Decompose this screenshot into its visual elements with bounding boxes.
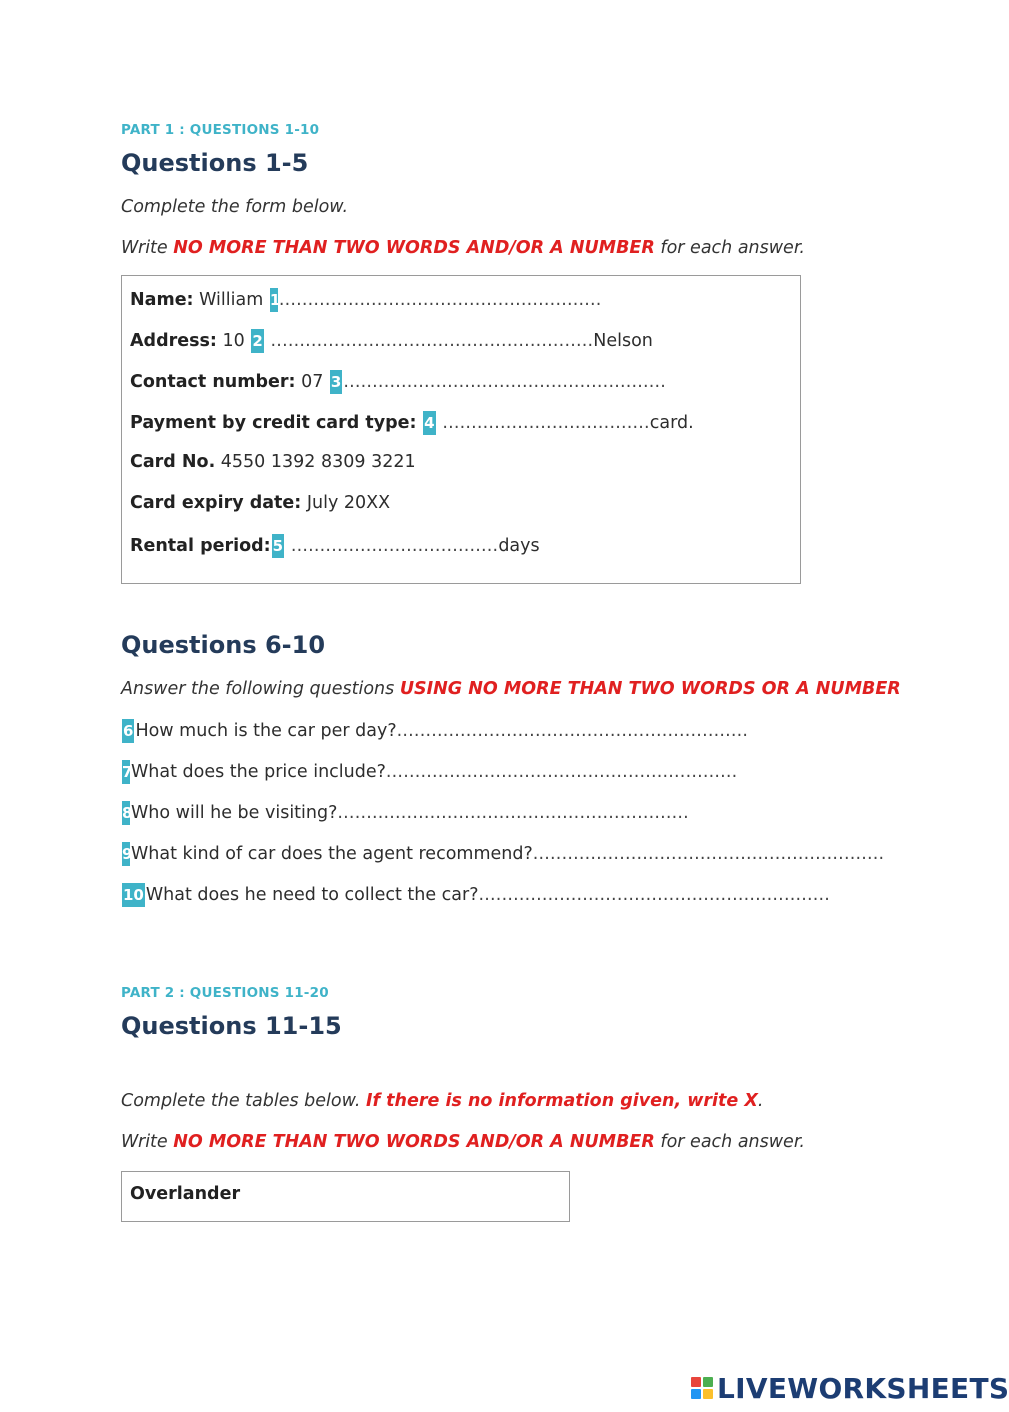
form-label: Payment by credit card type:	[130, 413, 417, 433]
answer-blank-2[interactable]: 2	[251, 329, 263, 353]
form-row-name	[130, 288, 602, 312]
instruction-text: Write	[121, 238, 174, 258]
answer-blank-6[interactable]: 6	[122, 719, 134, 743]
question-6	[121, 719, 748, 743]
answer-dots: .............................................................	[532, 844, 885, 864]
form-value: 07	[295, 372, 329, 392]
part2-label: PART 2 : QUESTIONS 11-20	[121, 985, 329, 1001]
form-label: Name:	[130, 290, 194, 310]
logo-square	[691, 1377, 701, 1387]
answer-dots: ........................................................	[343, 372, 667, 392]
question-7	[121, 760, 737, 784]
form-label: Card No.	[130, 452, 216, 472]
form-value: card.	[649, 413, 694, 433]
question-9	[121, 842, 884, 866]
form-row-payment	[130, 411, 694, 435]
instruction-text: for each answer.	[654, 238, 805, 258]
answer-dots: ....................................	[436, 413, 650, 433]
logo-square	[703, 1389, 713, 1399]
question-text: How much is the car per day?	[135, 721, 397, 741]
answer-dots: .............................................................	[337, 803, 689, 823]
form-row-card-number	[130, 452, 416, 472]
instruction-text: Complete the tables below.	[121, 1091, 366, 1111]
instruction-emphasis: NO MORE THAN TWO WORDS AND/OR A NUMBER	[173, 238, 655, 258]
question-text: Who will he be visiting?	[131, 803, 338, 823]
answer-dots: ........................................................	[278, 290, 602, 310]
logo-text: LIVEWORKSHEETS	[717, 1371, 1009, 1405]
part2-instruction-write	[121, 1132, 805, 1152]
answer-dots: .............................................................	[396, 721, 749, 741]
answer-blank-8[interactable]: 8	[122, 801, 130, 825]
instruction-emphasis: USING NO MORE THAN TWO WORDS OR A NUMBER	[399, 679, 901, 699]
answer-blank-10[interactable]: 10	[122, 883, 145, 907]
form-value: William	[193, 290, 269, 310]
form-label: Rental period:	[130, 536, 271, 556]
answer-dots: ........................................................	[264, 331, 594, 351]
form-value: days	[498, 536, 540, 556]
instruction-text: .	[757, 1091, 764, 1111]
booking-form	[121, 275, 801, 584]
question-text: What does he need to collect the car?	[145, 885, 479, 905]
form-label: Contact number:	[130, 372, 296, 392]
answer-blank-9[interactable]: 9	[122, 842, 130, 866]
form-value: Nelson	[593, 331, 653, 351]
instruction-text: for each answer.	[654, 1132, 805, 1152]
answer-blank-5[interactable]: 5	[272, 534, 284, 558]
part1b-instruction	[121, 679, 901, 699]
form-label: Card expiry date:	[130, 493, 302, 513]
form-row-contact	[130, 370, 666, 394]
instruction-text: Write	[121, 1132, 174, 1152]
answer-dots: ....................................	[285, 536, 499, 556]
question-text: What does the price include?	[131, 762, 386, 782]
instruction-emphasis: NO MORE THAN TWO WORDS AND/OR A NUMBER	[173, 1132, 655, 1152]
question-text: What kind of car does the agent recommend?	[131, 844, 533, 864]
form-label: Address:	[130, 331, 217, 351]
form-value: July 20XX	[301, 493, 391, 513]
question-10	[121, 883, 830, 907]
instruction-emphasis: If there is no information given, write X	[365, 1091, 758, 1111]
questions-1-5-heading: Questions 1-5	[121, 149, 309, 177]
logo-square	[703, 1377, 713, 1387]
overlander-table	[121, 1171, 570, 1222]
part2-instruction-complete	[121, 1091, 763, 1111]
logo-squares-icon	[691, 1377, 713, 1399]
answer-blank-4[interactable]: 4	[423, 411, 435, 435]
instruction-text: Answer the following questions	[121, 679, 400, 699]
question-8	[121, 801, 689, 825]
answer-blank-1[interactable]: 1	[270, 288, 278, 312]
form-value: 10	[216, 331, 251, 351]
answer-blank-7[interactable]: 7	[122, 760, 130, 784]
liveworksheets-logo	[691, 1372, 1009, 1404]
form-row-address	[130, 329, 653, 353]
answer-blank-3[interactable]: 3	[330, 370, 342, 394]
logo-square	[691, 1389, 701, 1399]
form-value: 4550 1392 8309 3221	[215, 452, 416, 472]
form-row-expiry	[130, 493, 390, 513]
answer-dots: .............................................................	[385, 762, 738, 782]
part1-instruction-write	[121, 238, 805, 258]
part1-label: PART 1 : QUESTIONS 1-10	[121, 122, 320, 138]
part1-instruction-complete: Complete the form below.	[121, 197, 349, 217]
questions-6-10-heading: Questions 6-10	[121, 631, 326, 659]
questions-11-15-heading: Questions 11-15	[121, 1012, 342, 1040]
table-header-cell: Overlander	[130, 1184, 241, 1204]
answer-dots: .............................................................	[478, 885, 831, 905]
form-row-rental	[130, 534, 540, 558]
